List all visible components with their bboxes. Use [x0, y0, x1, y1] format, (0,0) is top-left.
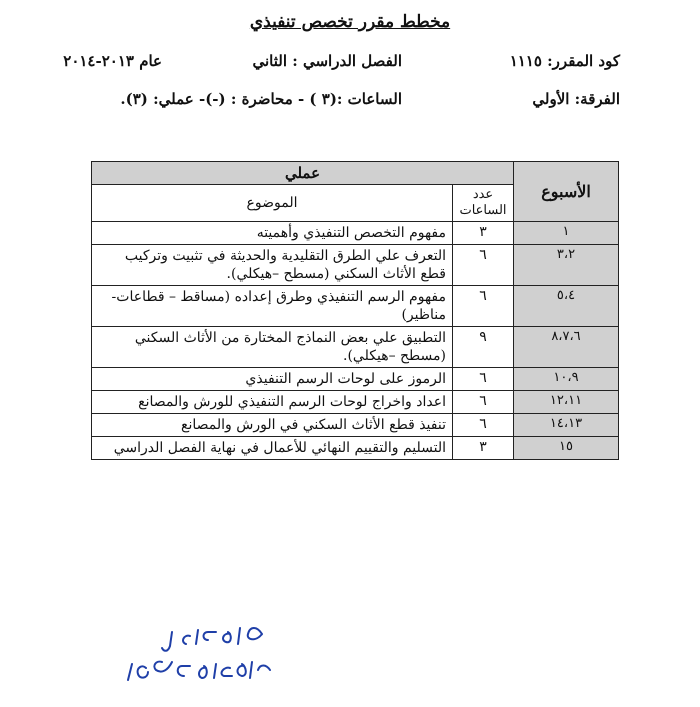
table-row — [92, 286, 619, 327]
signature-image — [112, 618, 282, 690]
topic-header: الموضوع — [92, 185, 453, 222]
table-row — [92, 437, 619, 460]
table-body — [92, 222, 619, 460]
week-cell: ٣،٢ — [514, 245, 619, 286]
hours-header: عدد الساعات — [453, 185, 514, 222]
practical-header: عملي — [92, 162, 514, 185]
hours-cell: ٩ — [453, 327, 514, 368]
table-row — [92, 327, 619, 368]
semester: الفصل الدراسي : الثاني — [252, 52, 402, 70]
week-cell: ١ — [514, 222, 619, 245]
week-cell: ١٠،٩ — [514, 368, 619, 391]
hours-cell: ٦ — [453, 245, 514, 286]
level: الفرقة: الأولي — [532, 90, 620, 108]
topic-cell: التعرف علي الطرق التقليدية والحديثة في تثبيت وتركيب قطع الأثاث السكني (مسطح –هيكلي). — [92, 245, 453, 286]
table-row — [92, 222, 619, 245]
table-row — [92, 245, 619, 286]
week-cell: ١٤،١٣ — [514, 414, 619, 437]
week-cell: ١٥ — [514, 437, 619, 460]
topic-cell: تنفيذ قطع الأثاث السكني في الورش والمصانع — [92, 414, 453, 437]
week-header: الأسبوع — [514, 162, 619, 222]
table-row — [92, 368, 619, 391]
topic-cell: مفهوم التخصص التنفيذي وأهميته — [92, 222, 453, 245]
table-row — [92, 414, 619, 437]
hours-cell: ٣ — [453, 437, 514, 460]
topic-cell: الرموز على لوحات الرسم التنفيذي — [92, 368, 453, 391]
topic-cell: التسليم والتقييم النهائي للأعمال في نهاية الفصل الدراسي — [92, 437, 453, 460]
hours-cell: ٦ — [453, 286, 514, 327]
hours-cell: ٦ — [453, 368, 514, 391]
topic-cell: مفهوم الرسم التنفيذي وطرق إعداده (مساقط – قطاعات- مناظير) — [92, 286, 453, 327]
topic-cell: التطبيق علي بعض النماذج المختارة من الأثاث السكني (مسطح –هيكلي). — [92, 327, 453, 368]
week-cell: ٥،٤ — [514, 286, 619, 327]
course-plan-table — [91, 161, 619, 460]
page-title: مخطط مقرر تخصص تنفيذي — [249, 12, 451, 32]
table-row — [92, 391, 619, 414]
academic-year: عام ٢٠١٣-٢٠١٤ — [63, 52, 162, 70]
week-cell: ١٢،١١ — [514, 391, 619, 414]
course-code: كود المقرر: ١١١٥ — [509, 52, 620, 70]
hours-cell: ٣ — [453, 222, 514, 245]
hours-breakdown: الساعات :(٣ ) - محاضرة : (-)- عملي: (٣). — [120, 90, 402, 108]
hours-cell: ٦ — [453, 414, 514, 437]
week-cell: ٨،٧،٦ — [514, 327, 619, 368]
hours-cell: ٦ — [453, 391, 514, 414]
topic-cell: اعداد واخراج لوحات الرسم التنفيذي للورش والمصانع — [92, 391, 453, 414]
